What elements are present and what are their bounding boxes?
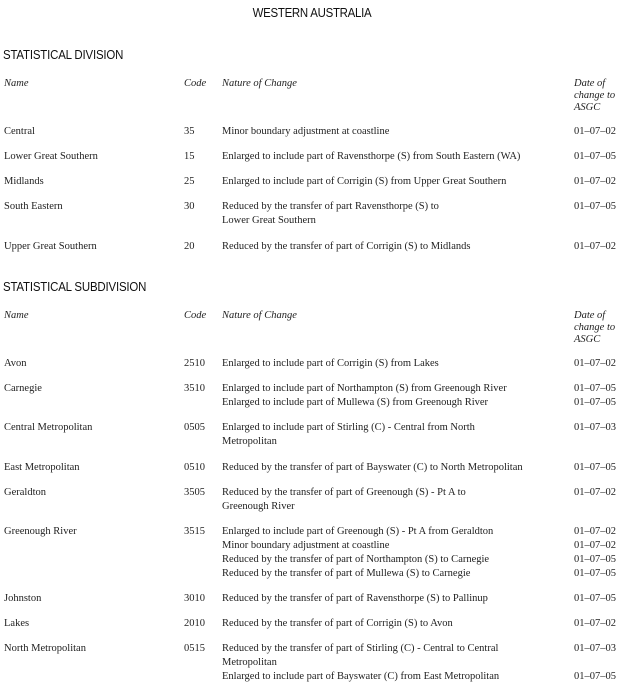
- division-section-title: STATISTICAL DIVISION: [3, 47, 124, 62]
- row-date: 01–07–05: [574, 383, 616, 394]
- row-date: 01–07–05: [574, 462, 616, 473]
- row-change: Enlarged to include part of Corrigin (S) from Upper Great Southern: [222, 176, 507, 187]
- row-change: Reduced by the transfer of part of Corrigin (S) to Avon: [222, 618, 453, 629]
- row-change: Enlarged to include part of Stirling (C) - Central from North: [222, 422, 475, 433]
- row-change: Enlarged to include part of Ravensthorpe (S) from South Eastern (WA): [222, 151, 521, 162]
- row-code: 2010: [184, 618, 205, 629]
- row-change: Reduced by the transfer of part of Bayswater (C) to North Metropolitan: [222, 462, 523, 473]
- row-code: 0515: [184, 643, 205, 654]
- row-change: Reduced by the transfer of part Ravensthorpe (S) to: [222, 201, 439, 212]
- row-name: Midlands: [4, 176, 44, 187]
- row-change-cont: Greenough River: [222, 501, 295, 512]
- row-name: Johnston: [4, 593, 42, 604]
- row-date: 01–07–03: [574, 643, 616, 654]
- row-change: Enlarged to include part of Corrigin (S) from Lakes: [222, 358, 439, 369]
- row-code: 2510: [184, 358, 205, 369]
- row-code: 25: [184, 176, 195, 187]
- row-name: Upper Great Southern: [4, 241, 97, 252]
- row-date: 01–07–02: [574, 526, 616, 537]
- row-date: 01–07–02: [574, 618, 616, 629]
- row-code: 3010: [184, 593, 205, 604]
- row-date: 01–07–02: [574, 126, 616, 137]
- row-code: 3505: [184, 487, 205, 498]
- col-date-header-line3: ASGC: [574, 102, 601, 113]
- col-date-header-line2: change to: [574, 90, 616, 101]
- col-name-header: Name: [4, 310, 29, 321]
- row-date: 01–07–05: [574, 671, 616, 682]
- row-name: Central Metropolitan: [4, 422, 93, 433]
- row-change: Enlarged to include part of Bayswater (C) from East Metropolitan: [222, 671, 500, 682]
- row-code: 0510: [184, 462, 205, 473]
- col-date-header-line3: ASGC: [574, 334, 601, 345]
- row-name: South Eastern: [4, 201, 63, 212]
- col-date-header: [574, 78, 624, 114]
- row-change-cont: Lower Great Southern: [222, 215, 316, 226]
- col-nature-header: Nature of Change: [222, 78, 297, 89]
- row-change: Enlarged to include part of Northampton (S) from Greenough River: [222, 383, 507, 394]
- row-change: Enlarged to include part of Mullewa (S) from Greenough River: [222, 397, 489, 408]
- col-code-header: Code: [184, 78, 207, 89]
- row-date: 01–07–03: [574, 422, 616, 433]
- row-code: 0505: [184, 422, 205, 433]
- row-date: 01–07–02: [574, 241, 616, 252]
- row-code: 3515: [184, 526, 205, 537]
- col-date-header: [574, 310, 624, 346]
- col-date-header-line1: Date of: [574, 310, 606, 321]
- row-change: Reduced by the transfer of part of Ravensthorpe (S) to Pallinup: [222, 593, 488, 604]
- row-name: North Metropolitan: [4, 643, 86, 654]
- col-date-header-line1: Date of: [574, 78, 606, 89]
- row-date: 01–07–05: [574, 593, 616, 604]
- col-nature-header: Nature of Change: [222, 310, 297, 321]
- col-code-header: Code: [184, 310, 207, 321]
- subdivision-section-title: STATISTICAL SUBDIVISION: [3, 279, 147, 294]
- row-change: Reduced by the transfer of part of Mullewa (S) to Carnegie: [222, 568, 471, 579]
- row-change-cont: Metropolitan: [222, 436, 277, 447]
- row-name: Geraldton: [4, 487, 46, 498]
- col-date-header-line2: change to: [574, 322, 616, 333]
- row-change: Minor boundary adjustment at coastline: [222, 540, 390, 551]
- page-title: WESTERN AUSTRALIA: [252, 5, 372, 20]
- row-name: Avon: [4, 358, 27, 369]
- row-change: Reduced by the transfer of part of Corrigin (S) to Midlands: [222, 241, 471, 252]
- col-name-header: Name: [4, 78, 29, 89]
- row-date: 01–07–05: [574, 201, 616, 212]
- row-change-cont: Metropolitan: [222, 657, 277, 668]
- row-change: Enlarged to include part of Greenough (S) - Pt A from Geraldton: [222, 526, 494, 537]
- row-change: Minor boundary adjustment at coastline: [222, 126, 390, 137]
- row-date: 01–07–05: [574, 568, 616, 579]
- row-name: Central: [4, 126, 35, 137]
- row-code: 15: [184, 151, 195, 162]
- row-date: 01–07–02: [574, 176, 616, 187]
- row-code: 30: [184, 201, 195, 212]
- row-change: Reduced by the transfer of part of Northampton (S) to Carnegie: [222, 554, 490, 565]
- row-code: 20: [184, 241, 195, 252]
- row-change: Reduced by the transfer of part of Greenough (S) - Pt A to: [222, 487, 466, 498]
- row-name: Greenough River: [4, 526, 77, 537]
- row-date: 01–07–02: [574, 487, 616, 498]
- row-name: Lower Great Southern: [4, 151, 98, 162]
- row-change: Reduced by the transfer of part of Stirling (C) - Central to Central: [222, 643, 499, 654]
- row-name: Carnegie: [4, 383, 42, 394]
- row-code: 35: [184, 126, 195, 137]
- row-code: 3510: [184, 383, 205, 394]
- row-date: 01–07–02: [574, 540, 616, 551]
- row-name: East Metropolitan: [4, 462, 80, 473]
- row-name: Lakes: [4, 618, 30, 629]
- row-date: 01–07–05: [574, 397, 616, 408]
- row-date: 01–07–02: [574, 358, 616, 369]
- row-date: 01–07–05: [574, 151, 616, 162]
- row-date: 01–07–05: [574, 554, 616, 565]
